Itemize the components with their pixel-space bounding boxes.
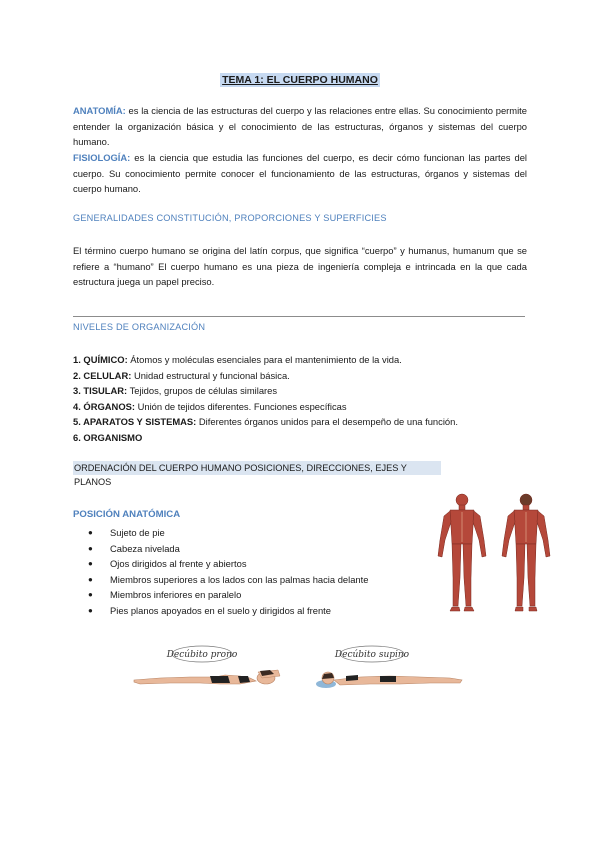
muscle-figure-front (438, 494, 486, 611)
bullet-icon: ● (88, 543, 93, 553)
ordenacion-heading: ORDENACIÓN DEL CUERPO HUMANO POSICIONES, DIRECCIONES, EJES Y PLANOS (73, 461, 441, 475)
muscle-figure-back (502, 494, 550, 611)
bullet-icon: ● (88, 605, 93, 615)
nivel-item (73, 414, 458, 430)
nivel-text: Unidad estructural y funcional básica. (131, 369, 290, 381)
anatomical-position-figure (430, 492, 560, 614)
nivel-item (73, 368, 458, 384)
nivel-item (73, 430, 458, 446)
posicion-item-text: Cabeza nivelada (110, 542, 180, 554)
fisiologia-paragraph (73, 150, 527, 197)
nivel-text: Átomos y moléculas esenciales para el mantenimiento de la vida. (127, 354, 402, 365)
generalidades-heading: GENERALIDADES CONSTITUCIÓN, PROPORCIONES Y SUPERFICIES (73, 213, 387, 223)
generalidades-paragraph: El término cuerpo humano se origina del latín corpus, que significa “cuerpo” y humanus, humanum que se refiere a “humano” El cuerpo humano es una pieza de ingeniería compleja e intrincada en la que cada estructura juega un papel preciso. (73, 245, 527, 288)
anatomia-paragraph (73, 103, 527, 150)
niveles-heading: NIVELES DE ORGANIZACIÓN (73, 322, 206, 332)
nivel-label: 6. ORGANISMO (73, 431, 143, 443)
posicion-heading: POSICIÓN ANATÓMICA (73, 509, 181, 520)
bullet-icon: ● (88, 528, 93, 537)
bullet-icon: ● (88, 559, 93, 569)
nivel-text: Diferentes órganos unidos para el desempeño de una función. (196, 416, 458, 428)
posicion-item (88, 525, 368, 541)
nivel-text: Tejidos, grupos de células similares (127, 385, 278, 397)
decubito-prono-caption: Decúbito prono (166, 650, 238, 660)
horizontal-divider (73, 316, 525, 317)
nivel-label: 3. TISULAR: (73, 385, 128, 397)
posicion-item-text: Miembros inferiores en paralelo (110, 589, 242, 601)
posicion-item-text: Miembros superiores a los lados con las palmas hacia delante (110, 573, 369, 585)
decubito-supino-figure (310, 640, 470, 696)
prone-body (134, 670, 280, 684)
niveles-list (73, 352, 458, 446)
nivel-label: 2. CELULAR: (73, 369, 132, 381)
posicion-item (88, 572, 368, 588)
posicion-item-text: Pies planos apoyados en el suelo y dirigidos al frente (110, 604, 331, 616)
nivel-item (73, 352, 458, 368)
nivel-label: 5. APARATOS Y SISTEMAS: (73, 416, 197, 428)
page-title-text: TEMA 1: EL CUERPO HUMANO (222, 74, 378, 86)
decubito-prono-figure (130, 640, 300, 696)
nivel-item (73, 383, 458, 399)
posicion-item (88, 541, 368, 557)
bullet-icon: ● (88, 574, 93, 584)
supine-body (316, 672, 462, 688)
decubito-supino-caption: Decúbito supino (334, 650, 410, 660)
nivel-text: Unión de tejidos diferentes. Funciones específicas (135, 400, 347, 412)
nivel-label: 4. ÓRGANOS: (73, 400, 135, 412)
posicion-item (88, 603, 368, 619)
fisiologia-text: es la ciencia que estudia las funciones del cuerpo, es decir cómo funcionan las partes del cuerpo. Su conocimiento permite conocer el funcionamiento de las estructuras, órganos y sistemas del cuerpo humano. (73, 152, 527, 195)
nivel-label: 1. QUÍMICO: (73, 354, 128, 365)
nivel-item (73, 399, 458, 415)
posicion-item (88, 587, 368, 603)
page-title (0, 74, 600, 86)
posicion-list (88, 525, 368, 619)
anatomia-term: ANATOMÍA: (73, 105, 126, 116)
fisiologia-term: FISIOLOGÍA: (73, 152, 131, 163)
posicion-item-text: Sujeto de pie (110, 527, 165, 538)
posicion-item (88, 556, 368, 572)
bullet-icon: ● (88, 590, 93, 600)
anatomia-text: es la ciencia de las estructuras del cuerpo y las relaciones entre ellas. Su conocimiento permite entender la organización básica y el conocimiento de las estructuras, órganos y sistemas del cuerpo humano. (73, 105, 527, 148)
posicion-item-text: Ojos dirigidos al frente y abiertos (110, 558, 247, 570)
